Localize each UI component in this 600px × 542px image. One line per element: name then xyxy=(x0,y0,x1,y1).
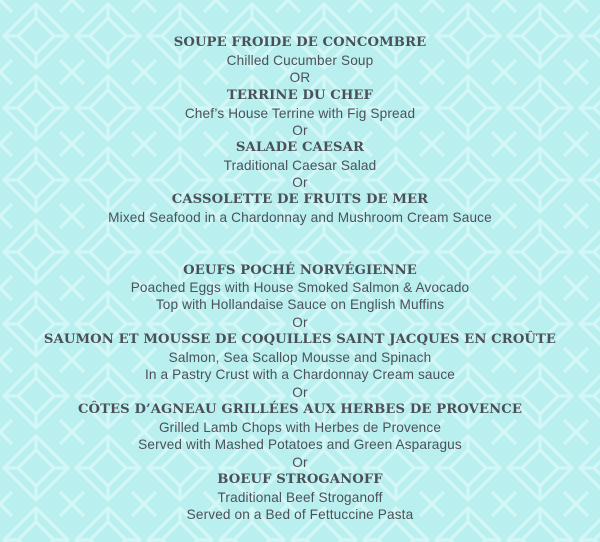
dish-cassolette-title: CASSOLETTE DE FRUITS DE MER xyxy=(171,192,429,207)
dish-cotes-agneau-description-line2: Served with Mashed Potatoes and Green Asparagus xyxy=(138,437,462,452)
dish-cassolette-description: Mixed Seafood in a Chardonnay and Mushroom Cream Sauce xyxy=(108,210,492,225)
separator-or: Or xyxy=(292,175,308,190)
dish-terrine-title: TERRINE DU CHEF xyxy=(226,88,374,103)
dish-soupe-froide-description: Chilled Cucumber Soup xyxy=(226,53,374,68)
dish-boeuf-stroganoff-description-line2: Served on a Bed of Fettuccine Pasta xyxy=(186,507,414,522)
separator-or: Or xyxy=(292,455,308,470)
separator-or: Or xyxy=(292,123,308,138)
dish-oeufs-poche-description-line1: Poached Eggs with House Smoked Salmon & Avocado xyxy=(130,280,470,295)
separator-or: Or xyxy=(292,315,308,330)
dish-boeuf-stroganoff-description-line1: Traditional Beef Stroganoff xyxy=(217,490,383,505)
dish-cotes-agneau-title: CÔTES D’AGNEAU GRILLÉES AUX HERBES DE PROVENCE xyxy=(77,402,523,417)
dish-boeuf-stroganoff-title: BOEUF STROGANOFF xyxy=(217,472,383,487)
dish-saumon-title: SAUMON ET MOUSSE DE COQUILLES SAINT JACQUES EN CROÛTE xyxy=(43,332,557,347)
dish-saumon-description-line2: In a Pastry Crust with a Chardonnay Cream sauce xyxy=(144,367,456,382)
dish-saumon-description-line1: Salmon, Sea Scallop Mousse and Spinach xyxy=(168,350,432,365)
dish-oeufs-poche-description-line2: Top with Hollandaise Sauce on English Muffins xyxy=(155,297,445,312)
dish-oeufs-poche-title: OEUFS POCHÉ NORVÉGIENNE xyxy=(183,263,417,278)
dish-salade-caesar-title: SALADE CAESAR xyxy=(235,140,365,155)
dish-terrine-description: Chef’s House Terrine with Fig Spread xyxy=(184,106,416,121)
dish-soupe-froide-title: SOUPE FROIDE DE CONCOMBRE xyxy=(173,35,427,50)
separator-or: OR xyxy=(289,70,311,85)
dish-cotes-agneau-description-line1: Grilled Lamb Chops with Herbes de Provence xyxy=(158,420,442,435)
dish-salade-caesar-description: Traditional Caesar Salad xyxy=(223,158,377,173)
separator-or: Or xyxy=(292,385,308,400)
